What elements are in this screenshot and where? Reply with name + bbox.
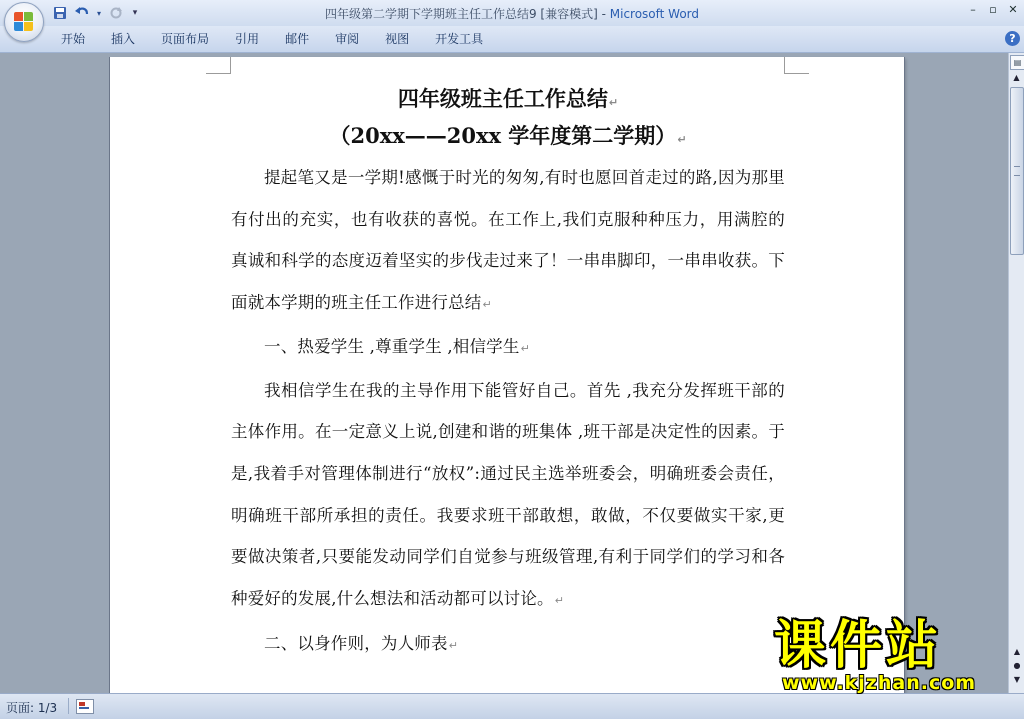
- paragraph-intro: 提起笔又是一学期!感慨于时光的匆匆,有时也愿回首走过的路,因为那里有付出的充实，也有收获的喜悦。在工作上,我们克服种种压力，用满腔的真诚和科学的态度迈着坚实的步伐走过来了！一串串脚印，一串串收获。下面就本学期的班主任工作进行总结↵: [231, 168, 785, 313]
- next-page-icon[interactable]: ▼: [1013, 675, 1021, 684]
- tab-developer[interactable]: 开发工具: [435, 32, 484, 46]
- window-title: [0, 5, 1024, 22]
- minimize-button[interactable]: –: [970, 2, 976, 16]
- office-logo-icon: [14, 12, 34, 32]
- paragraph-mark: ↵: [554, 594, 565, 608]
- tab-references[interactable]: 引用: [235, 32, 260, 46]
- document-name: 四年级第二学期下学期班主任工作总结9 [兼容模式]: [324, 7, 598, 21]
- paragraph-section-1: 我相信学生在我的主导作用下能管好自己。首先 ,我充分发挥班干部的主体作用。在一定意义上说,创建和谐的班集体 ,班干部是决定性的因素。于是,我着手对管理体制进行“放权”:通过民主选举班委会，明确班委会责任，明确班干部所承担的责任。我要求班干部敢想，敢做，不仅要做实干家,更要做决策者,只要能发动同学们自觉参与班级管理,有利于同学们的学习和各种爱好的发展,什么想法和活动都可以讨论。↵: [231, 380, 785, 609]
- help-icon[interactable]: ?: [1005, 31, 1020, 46]
- paragraph-mark: ↵: [608, 96, 619, 109]
- close-button[interactable]: ✕: [1008, 2, 1018, 16]
- tab-review[interactable]: 审阅: [335, 32, 360, 46]
- paragraph-mark: ↵: [520, 341, 531, 355]
- watermark-url: www.kjzhan.com: [782, 672, 977, 694]
- tab-view[interactable]: 视图: [385, 32, 410, 46]
- status-empty-area: [100, 698, 1000, 714]
- paragraph-mark: ↵: [482, 298, 492, 312]
- heading-section-1: 一、热爱学生 ,尊重学生 ,相信学生↵: [264, 336, 531, 356]
- title-bar: [0, 0, 1024, 27]
- status-divider: [68, 698, 69, 714]
- previous-page-icon[interactable]: ▲: [1013, 647, 1021, 656]
- window-controls: [966, 2, 1020, 16]
- heading-section-2: 二、以身作则，为人师表↵: [264, 633, 459, 653]
- undo-dropdown-icon[interactable]: ▾: [96, 8, 101, 18]
- document-subtitle: （20xx——20xx 学年度第二学期）↵: [329, 123, 687, 148]
- ribbon-tabs: [48, 26, 496, 52]
- paragraph-mark: ↵: [448, 638, 459, 652]
- margin-corner-top-right: [784, 57, 809, 74]
- paragraph-mark: ↵: [677, 133, 687, 146]
- tab-page-layout[interactable]: 页面布局: [161, 32, 210, 46]
- thumb-grip: [1014, 166, 1020, 176]
- page-count[interactable]: 页面: 1/3: [6, 701, 58, 715]
- ribbon: [0, 26, 1024, 53]
- tab-home[interactable]: 开始: [61, 32, 86, 46]
- restore-button[interactable]: ▫: [989, 2, 997, 16]
- scroll-thumb[interactable]: [1010, 87, 1024, 255]
- title-separator: -: [597, 7, 610, 21]
- status-bar: [0, 693, 1024, 719]
- vertical-scrollbar[interactable]: [1008, 53, 1024, 693]
- watermark-logo: [774, 616, 1010, 696]
- document-workspace: [0, 53, 1008, 693]
- tab-mailings[interactable]: 邮件: [285, 32, 310, 46]
- select-browse-object-icon[interactable]: ●: [1013, 661, 1021, 670]
- document-page[interactable]: [110, 57, 904, 693]
- office-button[interactable]: [4, 2, 44, 42]
- view-ruler-icon[interactable]: ▤: [1010, 55, 1024, 70]
- watermark-title: 课件站: [774, 616, 943, 676]
- document-body[interactable]: [231, 81, 785, 666]
- tab-insert[interactable]: 插入: [111, 32, 136, 46]
- customize-quick-access-icon[interactable]: ▾: [132, 8, 138, 18]
- margin-corner-top-left: [206, 57, 231, 74]
- app-name: Microsoft Word: [609, 7, 700, 21]
- document-title: 四年级班主任工作总结↵: [397, 86, 619, 111]
- scroll-up-icon[interactable]: ▲: [1013, 73, 1020, 82]
- language-icon[interactable]: [76, 699, 94, 714]
